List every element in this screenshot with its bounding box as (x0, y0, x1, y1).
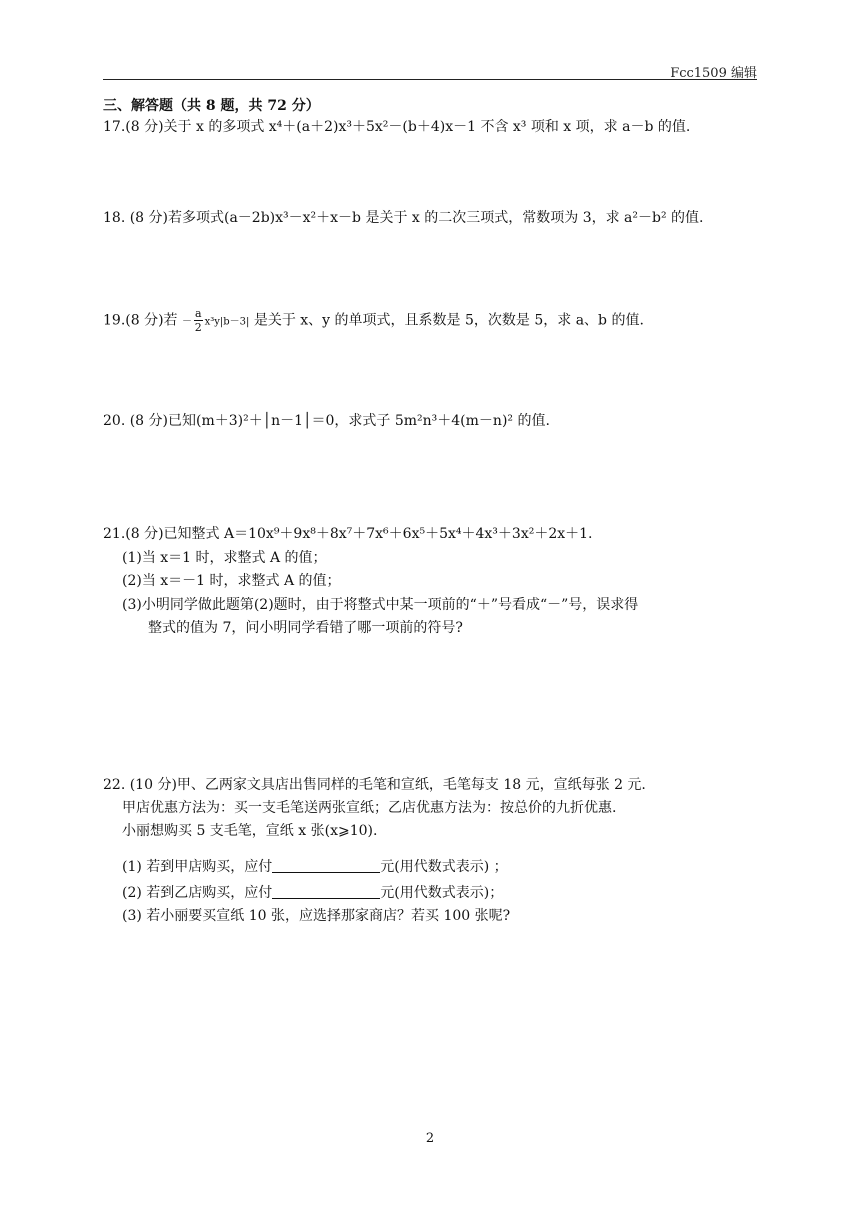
question-21-part-3-cont: 整式的值为 7，问小明同学看错了哪一项前的符号? (148, 620, 463, 636)
question-21-stem: 21.(8 分)已知整式 A＝10x⁹＋9x⁸＋8x⁷＋7x⁶＋6x⁵＋5x⁴＋4x³＋3x²＋2x＋1. (103, 526, 593, 542)
answer-blank[interactable] (272, 858, 380, 873)
question-20: 20. (8 分)已知(m＋3)²＋│n－1│＝0，求式子 5m²n³＋4(m－n)² 的值. (103, 413, 550, 429)
question-22-part-2: (2) 若到乙店购买，应付 元(用代数式表示)； (122, 885, 504, 901)
section-title: 三、解答题（共 8 题，共 72 分） (103, 98, 320, 114)
question-17: 17.(8 分)关于 x 的多项式 x⁴＋(a＋2)x³＋5x²－(b＋4)x－1 不含 x³ 项和 x 项，求 a－b 的值. (103, 119, 691, 135)
question-22-shop-a: 甲店优惠方法为：买一支毛笔送两张宣纸；乙店优惠方法为：按总价的九折优惠. (122, 800, 617, 816)
question-22-part-3: (3) 若小丽要买宣纸 10 张，应选择那家商店？若买 100 张呢? (122, 908, 511, 924)
question-19-suffix: 是关于 x、y 的单项式，且系数是 5，次数是 5，求 a、b 的值. (253, 312, 644, 329)
question-21-part-2: (2)当 x＝－1 时，求整式 A 的值； (122, 573, 341, 589)
question-21-part-1: (1)当 x＝1 时，求整式 A 的值； (122, 550, 327, 566)
question-22-purchase: 小丽想购买 5 支毛笔，宣纸 x 张(x⩾10). (122, 823, 378, 839)
question-21-part-3: (3)小明同学做此题第(2)题时，由于将整式中某一项前的“＋”号看成“－”号，误求得 (122, 597, 639, 613)
coefficient-fraction: $\frac{a}{2}$ (194, 307, 202, 334)
question-18: 18. (8 分)若多项式(a－2b)x³－x²＋x－b 是关于 x 的二次三项式，常数项为 3，求 a²－b² 的值. (103, 210, 704, 226)
question-22-stem: 22. (10 分)甲、乙两家文具店出售同样的毛笔和宣纸，毛笔每支 18 元，宣纸每张 2 元. (103, 777, 646, 793)
header-rule (103, 79, 757, 80)
editor-note: Fcc1509 编辑 (670, 66, 757, 81)
question-22-part-1: (1) 若到甲店购买，应付 元(用代数式表示) ； (122, 859, 508, 875)
question-19-prefix: 19.(8 分)若 (103, 312, 178, 329)
page-number: 2 (425, 1131, 435, 1146)
question-19: 19.(8 分)若 － $\frac{a}{2}$ x³y|b－3| 是关于 x、y 的单项式，且系数是 5，次数是 5，求 a、b 的值. (103, 307, 644, 334)
answer-blank[interactable] (272, 884, 380, 899)
monomial-term: x³y|b－3| (204, 316, 250, 328)
